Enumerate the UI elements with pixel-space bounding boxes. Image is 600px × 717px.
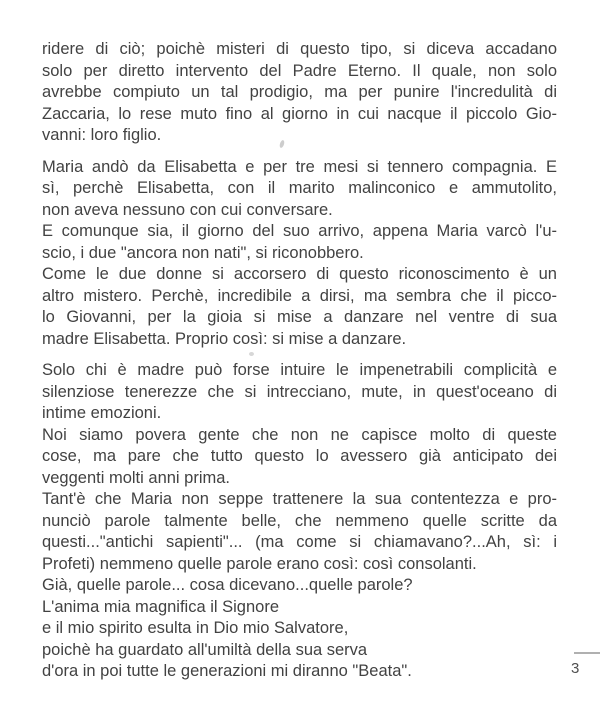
text-line: Solo chi è madre può forse intuire le impenetrabili complicità e	[42, 361, 557, 379]
text-line: nunciò parole talmente belle, che nemmeno quelle scritte da	[42, 511, 557, 530]
text-line: cose, ma pare che tutto questo lo avessero già anticipato dei	[42, 447, 557, 465]
text-line: veggenti molti anni prima.	[42, 468, 231, 487]
paragraph-4	[42, 264, 557, 350]
text-line: silenziose tenerezze che si intrecciano, mute, in quest'oceano di	[42, 382, 557, 401]
text-line: Noi siamo povera gente che non ne capisce molto di queste	[42, 425, 557, 444]
text-line: Maria andò da Elisabetta e per tre mesi si tennero compagnia. E	[42, 157, 557, 176]
poem-line: poichè ha guardato all'umiltà della sua serva	[42, 640, 368, 659]
paragraph-1	[42, 39, 557, 147]
poem-line: e il mio spirito esulta in Dio mio Salvatore,	[42, 619, 349, 637]
text-line: Come le due donne si accorsero di questo riconoscimento è un	[42, 265, 557, 283]
text-line: altro mistero. Perchè, incredibile a dirsi, ma sembra che il picco-	[42, 286, 557, 305]
text-line: Tant'è che Maria non seppe trattenere la sua contentezza e pro-	[42, 490, 557, 508]
text-line: ridere di ciò; poichè misteri di questo tipo, si diceva accadano	[42, 40, 557, 58]
footer-rule	[574, 652, 600, 654]
poem-magnificat	[42, 597, 557, 683]
text-line: solo per diretto intervento del Padre Eterno. Il quale, non solo	[42, 61, 557, 80]
poem-line: d'ora in poi tutte le generazioni mi diranno "Beata".	[42, 662, 412, 680]
text-line: Già, quelle parole... cosa dicevano...quelle parole?	[42, 576, 413, 594]
text-line: questi..."antichi sapienti"... (ma come si chiamavano?...Ah, sì: i	[42, 533, 557, 551]
text-line: non aveva nessuno con cui conversare.	[42, 200, 333, 219]
scan-artifact	[249, 352, 254, 356]
text-line: E comunque sia, il giorno del suo arrivo, appena Maria varcò l'u-	[42, 222, 557, 240]
text-line: lo Giovanni, per la gioia si mise a danzare nel ventre di sua	[42, 308, 557, 326]
paragraph-7	[42, 489, 557, 575]
text-line: avrebbe compiuto un tal prodigio, ma per punire l'incredulità di	[42, 83, 557, 101]
paragraph-5	[42, 360, 557, 425]
text-line: Profeti) nemmeno quelle parole erano così: così consolanti.	[42, 554, 477, 573]
text-line: sì, perchè Elisabetta, con il marito malinconico e ammutolito,	[42, 179, 557, 197]
paragraph-8	[42, 575, 557, 597]
page-number: 3	[571, 660, 580, 677]
paragraph-6	[42, 425, 557, 490]
text-line: vanni: loro figlio.	[42, 126, 162, 144]
text-line: intime emozioni.	[42, 404, 162, 422]
paragraph-2	[42, 157, 557, 222]
text-line: madre Elisabetta. Proprio così: si mise a danzare.	[42, 329, 407, 348]
paragraph-3	[42, 221, 557, 264]
poem-line: L'anima mia magnifica il Signore	[42, 597, 280, 616]
text-line: Zaccaria, lo rese muto fino al giorno in cui nacque il piccolo Gio-	[42, 104, 557, 123]
text-line: scio, i due "ancora non nati", si riconobbero.	[42, 243, 364, 262]
